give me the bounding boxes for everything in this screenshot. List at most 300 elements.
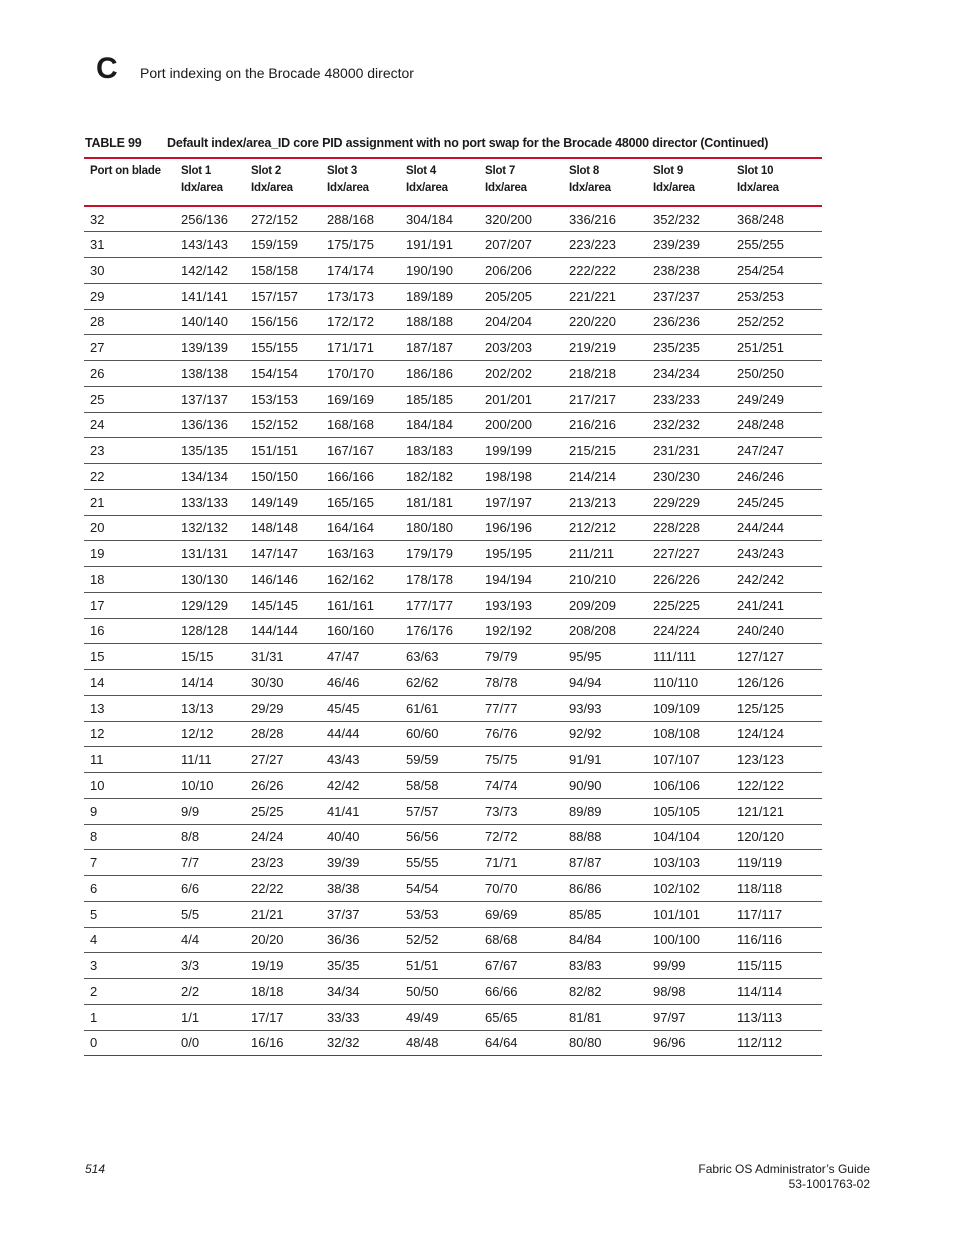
- idx-area-cell: 167/167: [327, 438, 406, 464]
- table-row: [84, 335, 822, 361]
- table-row: [84, 773, 822, 799]
- idx-area-cell: 126/126: [737, 670, 822, 696]
- idx-area-cell: 46/46: [327, 670, 406, 696]
- idx-area-cell: 170/170: [327, 361, 406, 387]
- idx-area-cell: 215/215: [569, 438, 653, 464]
- idx-area-cell: 141/141: [181, 283, 251, 309]
- idx-area-cell: 210/210: [569, 567, 653, 593]
- idx-area-cell: 44/44: [327, 721, 406, 747]
- idx-area-cell: 59/59: [406, 747, 485, 773]
- idx-area-cell: 200/200: [485, 412, 569, 438]
- table-row: [84, 953, 822, 979]
- idx-area-cell: 224/224: [653, 618, 737, 644]
- idx-area-cell: 125/125: [737, 695, 822, 721]
- idx-area-cell: 57/57: [406, 798, 485, 824]
- idx-area-cell: 74/74: [485, 773, 569, 799]
- idx-area-cell: 135/135: [181, 438, 251, 464]
- column-header-line2: Idx/area: [327, 182, 369, 194]
- port-cell: 9: [84, 798, 181, 824]
- idx-area-cell: 172/172: [327, 309, 406, 335]
- idx-area-cell: 73/73: [485, 798, 569, 824]
- column-header-line2: Idx/area: [181, 182, 223, 194]
- idx-area-cell: 14/14: [181, 670, 251, 696]
- table-row: [84, 1030, 822, 1056]
- idx-area-cell: 25/25: [251, 798, 327, 824]
- idx-area-cell: 249/249: [737, 386, 822, 412]
- idx-area-cell: 146/146: [251, 567, 327, 593]
- idx-area-cell: 272/152: [251, 206, 327, 232]
- idx-area-cell: 91/91: [569, 747, 653, 773]
- idx-area-cell: 114/114: [737, 979, 822, 1005]
- idx-area-cell: 30/30: [251, 670, 327, 696]
- column-header-line2: Idx/area: [485, 182, 527, 194]
- idx-area-cell: 164/164: [327, 515, 406, 541]
- table-row: [84, 206, 822, 232]
- idx-area-cell: 16/16: [251, 1030, 327, 1056]
- idx-area-cell: 40/40: [327, 824, 406, 850]
- pid-assignment-table-container: [84, 157, 822, 1056]
- idx-area-cell: 63/63: [406, 644, 485, 670]
- idx-area-cell: 69/69: [485, 901, 569, 927]
- port-cell: 14: [84, 670, 181, 696]
- table-row: [84, 592, 822, 618]
- column-header: [181, 158, 251, 206]
- column-header: [251, 158, 327, 206]
- idx-area-cell: 134/134: [181, 464, 251, 490]
- idx-area-cell: 149/149: [251, 489, 327, 515]
- idx-area-cell: 36/36: [327, 927, 406, 953]
- idx-area-cell: 243/243: [737, 541, 822, 567]
- column-header-line1: Slot 3: [327, 165, 358, 177]
- idx-area-cell: 128/128: [181, 618, 251, 644]
- idx-area-cell: 0/0: [181, 1030, 251, 1056]
- idx-area-cell: 173/173: [327, 283, 406, 309]
- idx-area-cell: 67/67: [485, 953, 569, 979]
- idx-area-cell: 56/56: [406, 824, 485, 850]
- column-header-line2: Idx/area: [737, 182, 779, 194]
- idx-area-cell: 204/204: [485, 309, 569, 335]
- port-cell: 15: [84, 644, 181, 670]
- idx-area-cell: 231/231: [653, 438, 737, 464]
- idx-area-cell: 115/115: [737, 953, 822, 979]
- idx-area-cell: 90/90: [569, 773, 653, 799]
- idx-area-cell: 4/4: [181, 927, 251, 953]
- idx-area-cell: 203/203: [485, 335, 569, 361]
- port-cell: 13: [84, 695, 181, 721]
- idx-area-cell: 99/99: [653, 953, 737, 979]
- idx-area-cell: 131/131: [181, 541, 251, 567]
- idx-area-cell: 23/23: [251, 850, 327, 876]
- port-cell: 31: [84, 232, 181, 258]
- idx-area-cell: 252/252: [737, 309, 822, 335]
- idx-area-cell: 51/51: [406, 953, 485, 979]
- idx-area-cell: 226/226: [653, 567, 737, 593]
- idx-area-cell: 109/109: [653, 695, 737, 721]
- idx-area-cell: 191/191: [406, 232, 485, 258]
- column-header: [406, 158, 485, 206]
- table-row: [84, 283, 822, 309]
- port-cell: 26: [84, 361, 181, 387]
- idx-area-cell: 159/159: [251, 232, 327, 258]
- idx-area-cell: 219/219: [569, 335, 653, 361]
- idx-area-cell: 288/168: [327, 206, 406, 232]
- idx-area-cell: 28/28: [251, 721, 327, 747]
- idx-area-cell: 188/188: [406, 309, 485, 335]
- column-header: [327, 158, 406, 206]
- idx-area-cell: 110/110: [653, 670, 737, 696]
- footer-doc-info: [698, 1162, 870, 1192]
- idx-area-cell: 53/53: [406, 901, 485, 927]
- table-row: [84, 721, 822, 747]
- port-cell: 16: [84, 618, 181, 644]
- idx-area-cell: 182/182: [406, 464, 485, 490]
- idx-area-cell: 124/124: [737, 721, 822, 747]
- idx-area-cell: 166/166: [327, 464, 406, 490]
- idx-area-cell: 71/71: [485, 850, 569, 876]
- idx-area-cell: 137/137: [181, 386, 251, 412]
- idx-area-cell: 176/176: [406, 618, 485, 644]
- idx-area-cell: 238/238: [653, 258, 737, 284]
- idx-area-cell: 195/195: [485, 541, 569, 567]
- idx-area-cell: 147/147: [251, 541, 327, 567]
- idx-area-cell: 58/58: [406, 773, 485, 799]
- idx-area-cell: 13/13: [181, 695, 251, 721]
- idx-area-cell: 68/68: [485, 927, 569, 953]
- port-cell: 23: [84, 438, 181, 464]
- idx-area-cell: 205/205: [485, 283, 569, 309]
- idx-area-cell: 229/229: [653, 489, 737, 515]
- table-row: [84, 361, 822, 387]
- idx-area-cell: 50/50: [406, 979, 485, 1005]
- idx-area-cell: 222/222: [569, 258, 653, 284]
- port-cell: 7: [84, 850, 181, 876]
- idx-area-cell: 79/79: [485, 644, 569, 670]
- idx-area-cell: 89/89: [569, 798, 653, 824]
- idx-area-cell: 207/207: [485, 232, 569, 258]
- page-number: 514: [85, 1162, 106, 1176]
- idx-area-cell: 87/87: [569, 850, 653, 876]
- port-cell: 18: [84, 567, 181, 593]
- idx-area-cell: 241/241: [737, 592, 822, 618]
- column-header: [653, 158, 737, 206]
- port-cell: 22: [84, 464, 181, 490]
- table-header-row: [84, 158, 822, 206]
- port-cell: 27: [84, 335, 181, 361]
- idx-area-cell: 101/101: [653, 901, 737, 927]
- column-header-line2: Idx/area: [406, 182, 448, 194]
- idx-area-cell: 157/157: [251, 283, 327, 309]
- idx-area-cell: 228/228: [653, 515, 737, 541]
- idx-area-cell: 32/32: [327, 1030, 406, 1056]
- idx-area-cell: 130/130: [181, 567, 251, 593]
- idx-area-cell: 78/78: [485, 670, 569, 696]
- idx-area-cell: 138/138: [181, 361, 251, 387]
- idx-area-cell: 86/86: [569, 876, 653, 902]
- idx-area-cell: 239/239: [653, 232, 737, 258]
- port-cell: 6: [84, 876, 181, 902]
- column-header-line1: Port on blade: [90, 165, 161, 177]
- idx-area-cell: 65/65: [485, 1004, 569, 1030]
- table-row: [84, 747, 822, 773]
- idx-area-cell: 22/22: [251, 876, 327, 902]
- chapter-letter: C: [96, 52, 118, 85]
- idx-area-cell: 54/54: [406, 876, 485, 902]
- idx-area-cell: 253/253: [737, 283, 822, 309]
- idx-area-cell: 163/163: [327, 541, 406, 567]
- idx-area-cell: 227/227: [653, 541, 737, 567]
- column-header-line2: Idx/area: [653, 182, 695, 194]
- idx-area-cell: 92/92: [569, 721, 653, 747]
- idx-area-cell: 213/213: [569, 489, 653, 515]
- idx-area-cell: 39/39: [327, 850, 406, 876]
- idx-area-cell: 107/107: [653, 747, 737, 773]
- idx-area-cell: 194/194: [485, 567, 569, 593]
- idx-area-cell: 161/161: [327, 592, 406, 618]
- port-cell: 30: [84, 258, 181, 284]
- idx-area-cell: 153/153: [251, 386, 327, 412]
- idx-area-cell: 140/140: [181, 309, 251, 335]
- idx-area-cell: 230/230: [653, 464, 737, 490]
- idx-area-cell: 197/197: [485, 489, 569, 515]
- idx-area-cell: 236/236: [653, 309, 737, 335]
- column-header-line2: Idx/area: [569, 182, 611, 194]
- idx-area-cell: 150/150: [251, 464, 327, 490]
- table-row: [84, 232, 822, 258]
- idx-area-cell: 225/225: [653, 592, 737, 618]
- table-row: [84, 489, 822, 515]
- idx-area-cell: 214/214: [569, 464, 653, 490]
- idx-area-cell: 108/108: [653, 721, 737, 747]
- idx-area-cell: 223/223: [569, 232, 653, 258]
- idx-area-cell: 60/60: [406, 721, 485, 747]
- idx-area-cell: 76/76: [485, 721, 569, 747]
- table-caption: [85, 136, 822, 150]
- table-row: [84, 412, 822, 438]
- idx-area-cell: 10/10: [181, 773, 251, 799]
- idx-area-cell: 139/139: [181, 335, 251, 361]
- idx-area-cell: 103/103: [653, 850, 737, 876]
- idx-area-cell: 129/129: [181, 592, 251, 618]
- idx-area-cell: 196/196: [485, 515, 569, 541]
- idx-area-cell: 183/183: [406, 438, 485, 464]
- idx-area-cell: 5/5: [181, 901, 251, 927]
- table-row: [84, 386, 822, 412]
- port-cell: 5: [84, 901, 181, 927]
- table-row: [84, 824, 822, 850]
- idx-area-cell: 3/3: [181, 953, 251, 979]
- idx-area-cell: 175/175: [327, 232, 406, 258]
- column-header-line1: Slot 10: [737, 165, 774, 177]
- idx-area-cell: 246/246: [737, 464, 822, 490]
- idx-area-cell: 248/248: [737, 412, 822, 438]
- idx-area-cell: 245/245: [737, 489, 822, 515]
- column-header-line1: Slot 4: [406, 165, 437, 177]
- idx-area-cell: 83/83: [569, 953, 653, 979]
- idx-area-cell: 143/143: [181, 232, 251, 258]
- idx-area-cell: 233/233: [653, 386, 737, 412]
- port-cell: 12: [84, 721, 181, 747]
- idx-area-cell: 111/111: [653, 644, 737, 670]
- table-row: [84, 644, 822, 670]
- idx-area-cell: 55/55: [406, 850, 485, 876]
- column-header: [737, 158, 822, 206]
- idx-area-cell: 250/250: [737, 361, 822, 387]
- idx-area-cell: 127/127: [737, 644, 822, 670]
- idx-area-cell: 187/187: [406, 335, 485, 361]
- idx-area-cell: 37/37: [327, 901, 406, 927]
- guide-title: Fabric OS Administrator’s Guide: [698, 1162, 870, 1176]
- table-row: [84, 695, 822, 721]
- idx-area-cell: 34/34: [327, 979, 406, 1005]
- idx-area-cell: 158/158: [251, 258, 327, 284]
- idx-area-cell: 352/232: [653, 206, 737, 232]
- idx-area-cell: 75/75: [485, 747, 569, 773]
- idx-area-cell: 209/209: [569, 592, 653, 618]
- port-cell: 29: [84, 283, 181, 309]
- idx-area-cell: 121/121: [737, 798, 822, 824]
- idx-area-cell: 117/117: [737, 901, 822, 927]
- column-header: [569, 158, 653, 206]
- idx-area-cell: 62/62: [406, 670, 485, 696]
- idx-area-cell: 80/80: [569, 1030, 653, 1056]
- idx-area-cell: 199/199: [485, 438, 569, 464]
- idx-area-cell: 193/193: [485, 592, 569, 618]
- column-header-line2: Idx/area: [251, 182, 293, 194]
- idx-area-cell: 180/180: [406, 515, 485, 541]
- idx-area-cell: 106/106: [653, 773, 737, 799]
- idx-area-cell: 189/189: [406, 283, 485, 309]
- idx-area-cell: 6/6: [181, 876, 251, 902]
- port-cell: 10: [84, 773, 181, 799]
- idx-area-cell: 148/148: [251, 515, 327, 541]
- port-cell: 8: [84, 824, 181, 850]
- idx-area-cell: 218/218: [569, 361, 653, 387]
- column-header-line1: Slot 9: [653, 165, 684, 177]
- idx-area-cell: 33/33: [327, 1004, 406, 1030]
- idx-area-cell: 151/151: [251, 438, 327, 464]
- table-row: [84, 798, 822, 824]
- idx-area-cell: 254/254: [737, 258, 822, 284]
- port-cell: 0: [84, 1030, 181, 1056]
- idx-area-cell: 156/156: [251, 309, 327, 335]
- idx-area-cell: 244/244: [737, 515, 822, 541]
- idx-area-cell: 154/154: [251, 361, 327, 387]
- idx-area-cell: 255/255: [737, 232, 822, 258]
- idx-area-cell: 217/217: [569, 386, 653, 412]
- table-row: [84, 309, 822, 335]
- idx-area-cell: 168/168: [327, 412, 406, 438]
- port-cell: 19: [84, 541, 181, 567]
- idx-area-cell: 144/144: [251, 618, 327, 644]
- idx-area-cell: 116/116: [737, 927, 822, 953]
- idx-area-cell: 42/42: [327, 773, 406, 799]
- idx-area-cell: 41/41: [327, 798, 406, 824]
- idx-area-cell: 98/98: [653, 979, 737, 1005]
- table-header: [84, 158, 822, 206]
- table-row: [84, 618, 822, 644]
- idx-area-cell: 136/136: [181, 412, 251, 438]
- idx-area-cell: 18/18: [251, 979, 327, 1005]
- column-header-line1: Slot 7: [485, 165, 516, 177]
- idx-area-cell: 94/94: [569, 670, 653, 696]
- idx-area-cell: 234/234: [653, 361, 737, 387]
- table-row: [84, 438, 822, 464]
- idx-area-cell: 113/113: [737, 1004, 822, 1030]
- idx-area-cell: 220/220: [569, 309, 653, 335]
- idx-area-cell: 178/178: [406, 567, 485, 593]
- column-header: [84, 158, 181, 206]
- table-row: [84, 515, 822, 541]
- idx-area-cell: 64/64: [485, 1030, 569, 1056]
- idx-area-cell: 235/235: [653, 335, 737, 361]
- idx-area-cell: 85/85: [569, 901, 653, 927]
- idx-area-cell: 320/200: [485, 206, 569, 232]
- idx-area-cell: 11/11: [181, 747, 251, 773]
- idx-area-cell: 169/169: [327, 386, 406, 412]
- idx-area-cell: 77/77: [485, 695, 569, 721]
- port-cell: 3: [84, 953, 181, 979]
- table-body: [84, 206, 822, 1056]
- idx-area-cell: 81/81: [569, 1004, 653, 1030]
- table-number: TABLE 99: [85, 136, 142, 150]
- idx-area-cell: 185/185: [406, 386, 485, 412]
- idx-area-cell: 122/122: [737, 773, 822, 799]
- idx-area-cell: 142/142: [181, 258, 251, 284]
- table-row: [84, 901, 822, 927]
- table-row: [84, 567, 822, 593]
- idx-area-cell: 27/27: [251, 747, 327, 773]
- port-cell: 32: [84, 206, 181, 232]
- idx-area-cell: 221/221: [569, 283, 653, 309]
- column-header-line1: Slot 2: [251, 165, 282, 177]
- idx-area-cell: 304/184: [406, 206, 485, 232]
- running-title: Port indexing on the Brocade 48000 director: [140, 65, 414, 81]
- idx-area-cell: 49/49: [406, 1004, 485, 1030]
- port-cell: 11: [84, 747, 181, 773]
- idx-area-cell: 174/174: [327, 258, 406, 284]
- port-cell: 1: [84, 1004, 181, 1030]
- idx-area-cell: 47/47: [327, 644, 406, 670]
- idx-area-cell: 9/9: [181, 798, 251, 824]
- idx-area-cell: 31/31: [251, 644, 327, 670]
- idx-area-cell: 160/160: [327, 618, 406, 644]
- idx-area-cell: 232/232: [653, 412, 737, 438]
- idx-area-cell: 8/8: [181, 824, 251, 850]
- idx-area-cell: 26/26: [251, 773, 327, 799]
- idx-area-cell: 132/132: [181, 515, 251, 541]
- idx-area-cell: 105/105: [653, 798, 737, 824]
- pid-assignment-table: [84, 157, 822, 1056]
- idx-area-cell: 211/211: [569, 541, 653, 567]
- idx-area-cell: 102/102: [653, 876, 737, 902]
- idx-area-cell: 208/208: [569, 618, 653, 644]
- idx-area-cell: 368/248: [737, 206, 822, 232]
- idx-area-cell: 123/123: [737, 747, 822, 773]
- table-row: [84, 850, 822, 876]
- idx-area-cell: 201/201: [485, 386, 569, 412]
- idx-area-cell: 66/66: [485, 979, 569, 1005]
- idx-area-cell: 2/2: [181, 979, 251, 1005]
- idx-area-cell: 190/190: [406, 258, 485, 284]
- port-cell: 24: [84, 412, 181, 438]
- table-row: [84, 670, 822, 696]
- idx-area-cell: 198/198: [485, 464, 569, 490]
- idx-area-cell: 97/97: [653, 1004, 737, 1030]
- idx-area-cell: 15/15: [181, 644, 251, 670]
- idx-area-cell: 20/20: [251, 927, 327, 953]
- idx-area-cell: 184/184: [406, 412, 485, 438]
- port-cell: 2: [84, 979, 181, 1005]
